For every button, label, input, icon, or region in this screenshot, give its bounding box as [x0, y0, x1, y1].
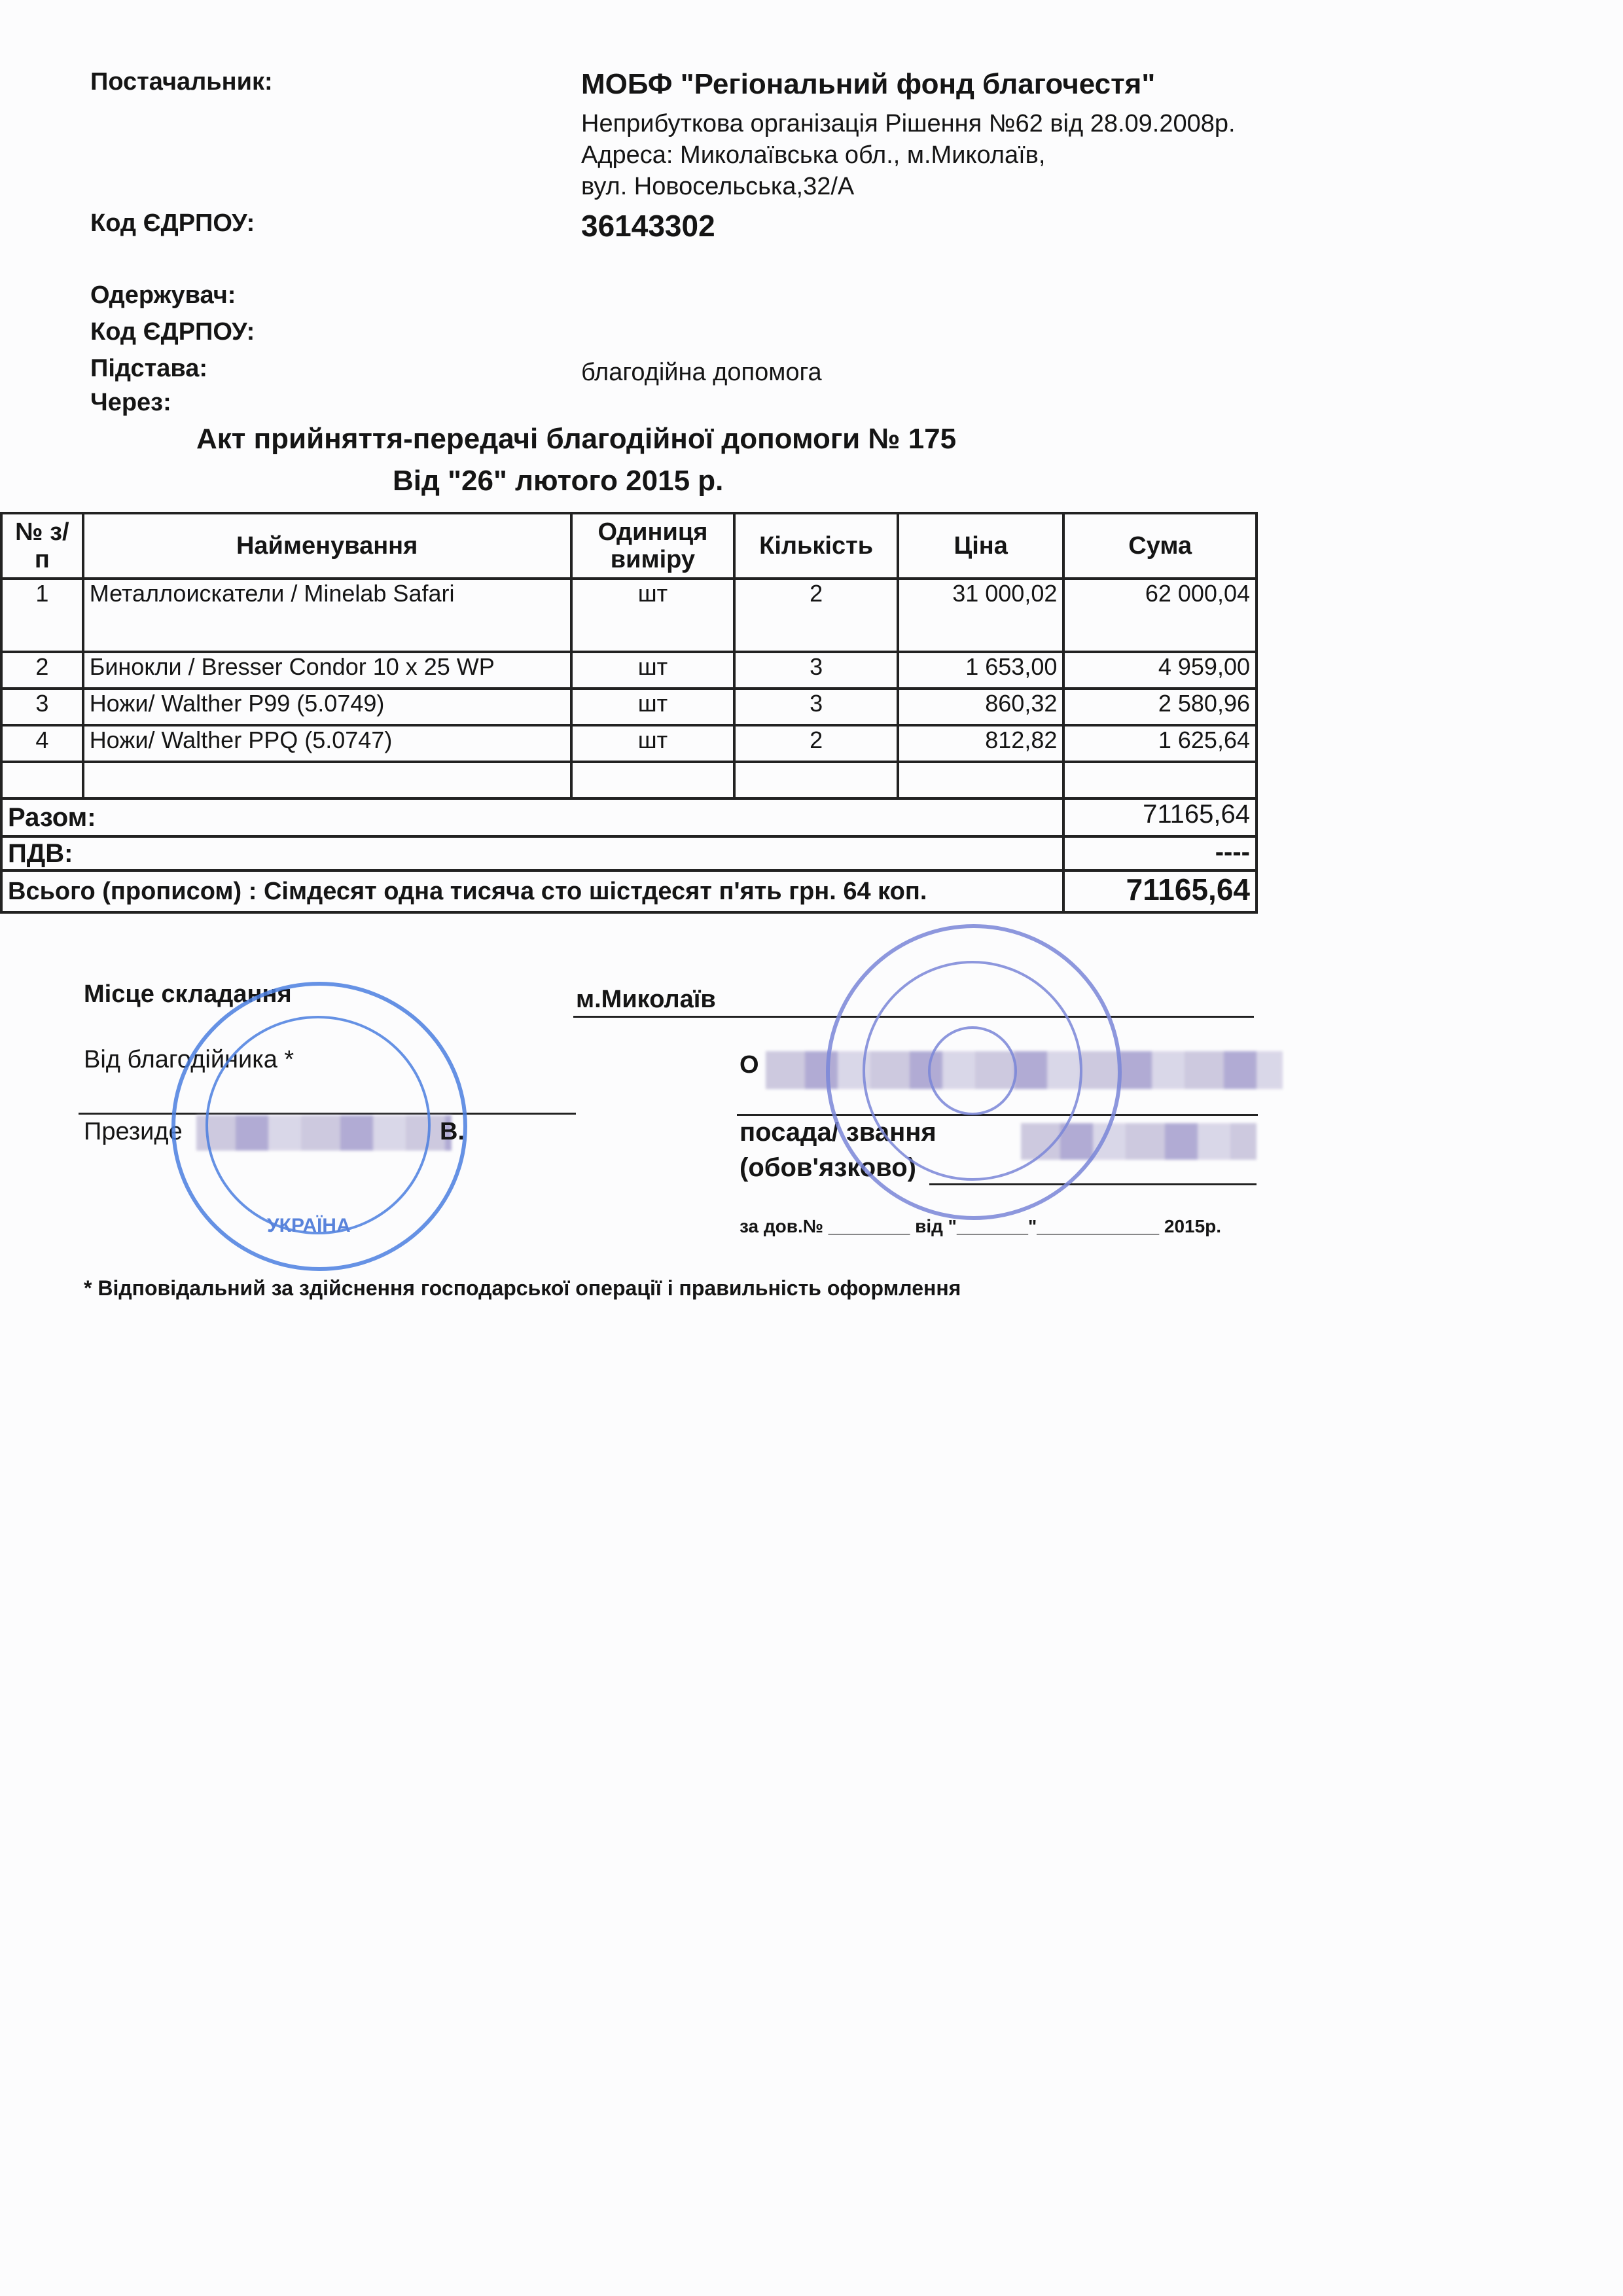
row-unit: шт	[571, 652, 735, 689]
president-label: Президе	[84, 1118, 183, 1145]
table-row-empty	[1, 762, 1257, 798]
row-unit: шт	[571, 579, 735, 652]
row-sum: 2 580,96	[1063, 689, 1257, 725]
row-unit: шт	[571, 689, 735, 725]
supplier-line3: вул. Новосельська,32/А	[581, 173, 855, 200]
basis-label: Підстава:	[90, 355, 208, 382]
row-name: Ножи/ Walther P99 (5.0749)	[83, 689, 571, 725]
col-num-header: № з/п	[1, 513, 83, 579]
row-price: 860,32	[898, 689, 1063, 725]
col-sum-header: Сума	[1063, 513, 1257, 579]
recipient-sig-prefix: О	[740, 1051, 759, 1079]
row-num: 1	[1, 579, 83, 652]
row-qty: 3	[734, 689, 898, 725]
recipient-label: Одержувач:	[90, 281, 236, 309]
table-header-row	[1, 513, 1257, 579]
empty-cell	[1063, 762, 1257, 798]
supplier-label: Постачальник:	[90, 68, 273, 96]
row-num: 3	[1, 689, 83, 725]
foundation-stamp	[171, 982, 467, 1271]
table-row	[1, 579, 1257, 652]
edrpou2-label: Код ЄДРПОУ:	[90, 318, 255, 346]
row-name: Ножи/ Walther PPQ (5.0747)	[83, 725, 571, 762]
row-price: 31 000,02	[898, 579, 1063, 652]
table-row	[1, 725, 1257, 762]
supplier-line1: Неприбуткова організація Рішення №62 від 28.09.2008р.	[581, 110, 1236, 137]
col-unit-header: Одиниця виміру	[571, 513, 735, 579]
power-of-attorney-line: за дов.№ ________ від "_______"____________ 2015р.	[740, 1216, 1222, 1236]
place-label: Місце складання	[84, 980, 292, 1008]
vat-label: ПДВ:	[1, 836, 1063, 870]
trident-emblem	[928, 1026, 1017, 1115]
president-suffix: В.	[440, 1118, 465, 1145]
col-qty-header: Кількість	[734, 513, 898, 579]
place-value: м.Миколаїв	[576, 986, 716, 1013]
row-num: 2	[1, 652, 83, 689]
row-num: 4	[1, 725, 83, 762]
row-qty: 3	[734, 652, 898, 689]
row-unit: шт	[571, 725, 735, 762]
vat-value: ----	[1063, 836, 1257, 870]
edrpou-label: Код ЄДРПОУ:	[90, 209, 255, 237]
empty-cell	[1, 762, 83, 798]
col-name-header: Найменування	[83, 513, 571, 579]
supplier-line2: Адреса: Миколаївська обл., м.Миколаїв,	[581, 141, 1046, 169]
total-label: Разом:	[1, 798, 1063, 836]
position-label: посада/ звання	[740, 1118, 936, 1147]
empty-cell	[571, 762, 735, 798]
edrpou-value: 36143302	[581, 209, 715, 243]
grand-total-value: 71165,64	[1063, 870, 1257, 912]
grand-total-row	[1, 870, 1257, 912]
total-value: 71165,64	[1063, 798, 1257, 836]
vat-row	[1, 836, 1257, 870]
empty-cell	[734, 762, 898, 798]
row-name: Металлоискатели / Minelab Safari	[83, 579, 571, 652]
total-row	[1, 798, 1257, 836]
items-table	[0, 512, 1258, 914]
grand-total-label: Всього (прописом) : Сімдесят одна тисяча сто шістдесят п'ять грн. 64 коп.	[1, 870, 1063, 912]
basis-value: благодійна допомога	[581, 359, 822, 386]
row-price: 812,82	[898, 725, 1063, 762]
empty-cell	[898, 762, 1063, 798]
row-sum: 62 000,04	[1063, 579, 1257, 652]
row-sum: 4 959,00	[1063, 652, 1257, 689]
col-price-header: Ціна	[898, 513, 1063, 579]
row-qty: 2	[734, 579, 898, 652]
foundation-stamp-inner-ring	[205, 1016, 431, 1234]
act-date: Від "26" лютого 2015 р.	[393, 465, 724, 497]
row-name: Бинокли / Bresser Condor 10 x 25 WP	[83, 652, 571, 689]
table-row	[1, 652, 1257, 689]
via-label: Через:	[90, 389, 171, 416]
act-title: Акт прийняття-передачі благодійної допомоги № 175	[196, 423, 957, 455]
footnote: * Відповідальний за здійснення господарської операції і правильність оформлення	[84, 1276, 961, 1300]
foundation-stamp-country: УКРАЇНА	[267, 1215, 351, 1236]
donor-label: Від благодійника *	[84, 1046, 294, 1073]
mandatory-label: (обов'язково)	[740, 1153, 916, 1182]
row-sum: 1 625,64	[1063, 725, 1257, 762]
military-unit-stamp	[826, 924, 1122, 1220]
table-row	[1, 689, 1257, 725]
row-price: 1 653,00	[898, 652, 1063, 689]
row-qty: 2	[734, 725, 898, 762]
supplier-name: МОБФ "Регіональний фонд благочестя"	[581, 68, 1156, 100]
empty-cell	[83, 762, 571, 798]
